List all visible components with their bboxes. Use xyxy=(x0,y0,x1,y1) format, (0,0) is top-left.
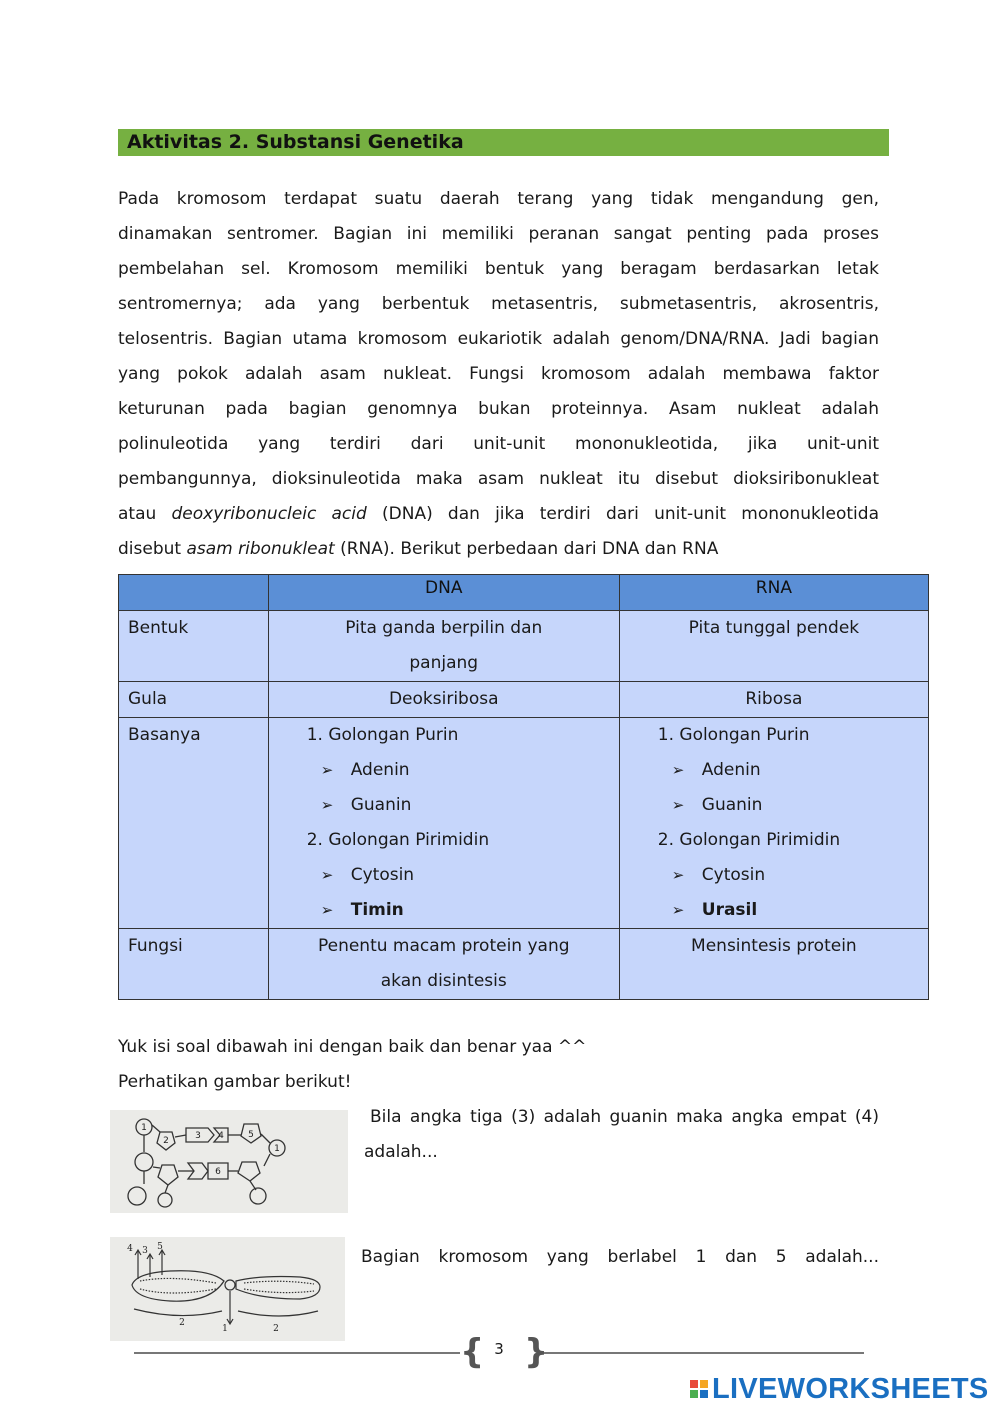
figure-label: 4 xyxy=(218,1131,224,1141)
question-2-text: Bagian kromosom yang berlabel 1 dan 5 adalah... xyxy=(361,1247,879,1267)
instruction-text: Perhatikan gambar berikut! xyxy=(118,1072,352,1092)
figure-label: 1 xyxy=(274,1144,280,1154)
arrow-bullet-icon: ➢ xyxy=(320,796,334,814)
row-label-basa: Basanya xyxy=(119,718,269,929)
figure-label: 4 xyxy=(127,1244,133,1254)
cell-text: panjang xyxy=(409,653,479,673)
paragraph-line: pembelahan sel. Kromosom memiliki bentuk yang beragam berdasarkan letak xyxy=(118,259,879,279)
arrow-bullet-icon: ➢ xyxy=(671,866,685,884)
sugar-pentagon xyxy=(238,1162,260,1181)
list-item: ➢ Urasil xyxy=(620,893,928,928)
table-header-dna: DNA xyxy=(268,575,619,611)
list-item: ➢ Guanin xyxy=(620,788,928,823)
cell-rna-basa xyxy=(619,718,928,929)
footer-brace-right-icon: } xyxy=(524,1332,549,1372)
figure-label: 3 xyxy=(195,1131,201,1141)
cell-rna-fungsi: Mensintesis protein xyxy=(619,929,928,1000)
page-number: 3 xyxy=(494,1340,504,1358)
phosphate-circle xyxy=(135,1153,153,1171)
liveworksheets-logo xyxy=(690,1372,989,1406)
list-item: ➢ Guanin xyxy=(269,788,619,823)
arrow-bullet-icon: ➢ xyxy=(320,761,334,779)
phosphate-circle xyxy=(250,1188,266,1204)
arrow-bullet-icon: ➢ xyxy=(320,901,334,919)
list-item: ➢ Adenin xyxy=(269,753,619,788)
paragraph-line: polinuleotida yang terdiri dari unit-unit mononukleotida, jika unit-unit xyxy=(118,434,879,454)
paragraph-line: Pada kromosom terdapat suatu daerah terang yang tidak mengandung gen, xyxy=(118,189,879,209)
list-item: ➢ Cytosin xyxy=(269,858,619,893)
arrow-bullet-icon: ➢ xyxy=(320,866,334,884)
question-text: adalah... xyxy=(364,1142,438,1162)
figure-label: 2 xyxy=(179,1318,185,1328)
footer-brace-left-icon: { xyxy=(460,1332,485,1372)
table-row xyxy=(119,929,929,1000)
table-row xyxy=(119,718,929,929)
chromatid-left xyxy=(132,1271,224,1301)
cell-rna-bentuk: Pita tunggal pendek xyxy=(619,611,928,682)
table-header-rna: RNA xyxy=(619,575,928,611)
list-item: 2. Golongan Pirimidin xyxy=(657,830,841,850)
dna-strand-figure xyxy=(110,1110,348,1213)
table-row xyxy=(119,611,929,682)
list-item: 1. Golongan Purin xyxy=(657,725,810,745)
chromatid-right xyxy=(236,1277,320,1300)
arrow-bullet-icon: ➢ xyxy=(671,901,685,919)
liveworksheets-logo-icon xyxy=(690,1380,708,1398)
paragraph-line: disebut asam ribonukleat (RNA). Berikut perbedaan dari DNA dan RNA xyxy=(118,539,719,559)
question-1 xyxy=(364,1100,879,1170)
list-item: ➢ Cytosin xyxy=(620,858,928,893)
paragraph-line: atau deoxyribonucleic acid (DNA) dan jika terdiri dari unit-unit mononukleotida xyxy=(118,504,879,524)
figure-label: 5 xyxy=(157,1242,163,1252)
cell-text: Pita ganda berpilin dan xyxy=(345,618,543,638)
phosphate-circle xyxy=(128,1187,146,1205)
row-label-fungsi: Fungsi xyxy=(119,929,269,1000)
list-item: 1. Golongan Purin xyxy=(306,725,459,745)
list-item: 2. Golongan Pirimidin xyxy=(306,830,490,850)
dna-strand-diagram xyxy=(110,1110,348,1213)
table-header-row xyxy=(119,575,929,611)
arrow-bullet-icon: ➢ xyxy=(671,761,685,779)
figure-label: 2 xyxy=(163,1136,169,1146)
italic-term: asam ribonukleat xyxy=(186,539,335,559)
cell-dna-fungsi xyxy=(268,929,619,1000)
row-label-bentuk: Bentuk xyxy=(119,611,269,682)
paragraph-line: pembangunnya, dioksinuleotida maka asam nukleat itu disebut dioksiribonukleat xyxy=(118,469,879,489)
centromere-circle xyxy=(225,1280,235,1290)
figure-label: 1 xyxy=(141,1123,147,1133)
brand-name: LIVEWORKSHEETS xyxy=(712,1372,989,1405)
section-heading: Aktivitas 2. Substansi Genetika xyxy=(118,129,889,156)
cell-dna-gula: Deoksiribosa xyxy=(268,682,619,718)
figure-label: 6 xyxy=(215,1167,221,1177)
phosphate-circle xyxy=(158,1193,172,1207)
cell-text: akan disintesis xyxy=(380,971,507,991)
sugar-pentagon xyxy=(158,1165,178,1185)
paragraph-line: yang pokok adalah asam nukleat. Fungsi kromosom adalah membawa faktor xyxy=(118,364,879,384)
italic-term: deoxyribonucleic acid xyxy=(171,504,367,524)
footer-rule-left xyxy=(134,1352,460,1354)
arrow-bullet-icon: ➢ xyxy=(671,796,685,814)
figure-label: 2 xyxy=(273,1324,279,1334)
cell-rna-gula: Ribosa xyxy=(619,682,928,718)
footer-rule-right xyxy=(540,1352,864,1354)
figure-label: 1 xyxy=(222,1324,228,1334)
chromosome-figure xyxy=(110,1237,345,1341)
dna-rna-table xyxy=(118,574,929,1000)
question-text: Bila angka tiga (3) adalah guanin maka angka empat (4) xyxy=(370,1107,879,1127)
paragraph-line: sentromernya; ada yang berbentuk metasentris, submetasentris, akrosentris, xyxy=(118,294,879,314)
paragraph-line: telosentris. Bagian utama kromosom eukariotik adalah genom/DNA/RNA. Jadi bagian xyxy=(118,329,879,349)
table-header-cell xyxy=(119,575,269,611)
intro-paragraph xyxy=(118,182,879,567)
cell-text: Penentu macam protein yang xyxy=(317,936,570,956)
cell-dna-basa xyxy=(268,718,619,929)
list-item: ➢ Timin xyxy=(269,893,619,928)
figure-label: 5 xyxy=(248,1130,254,1140)
instruction-text: Yuk isi soal dibawah ini dengan baik dan benar yaa ^^ xyxy=(118,1037,587,1057)
paragraph-line: keturunan pada bagian genomnya bukan proteinnya. Asam nukleat adalah xyxy=(118,399,879,419)
figure-label: 3 xyxy=(142,1246,148,1256)
list-item: ➢ Adenin xyxy=(620,753,928,788)
paragraph-line: dinamakan sentromer. Bagian ini memiliki peranan sangat penting pada proses xyxy=(118,224,879,244)
cell-dna-bentuk xyxy=(268,611,619,682)
table-row xyxy=(119,682,929,718)
row-label-gula: Gula xyxy=(119,682,269,718)
chromosome-diagram xyxy=(110,1237,345,1341)
